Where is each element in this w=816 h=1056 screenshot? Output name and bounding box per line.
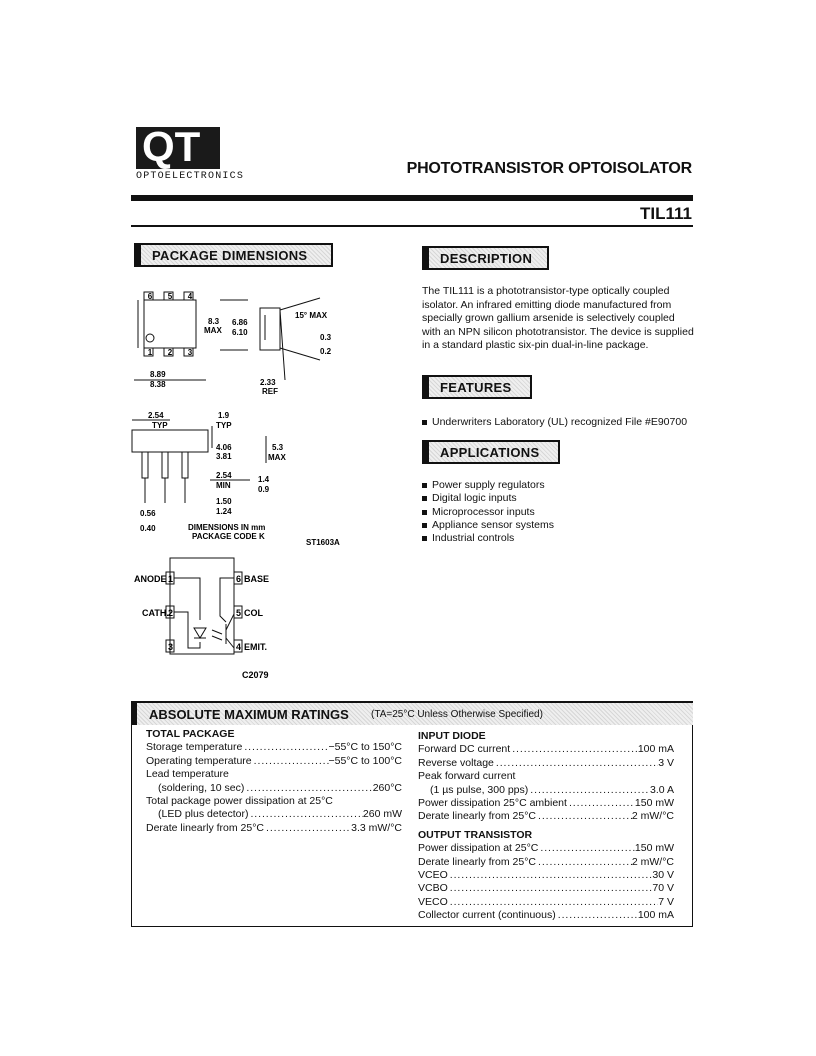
pin-anode-label: ANODE [134, 574, 167, 584]
list-item: Microprocessor inputs [422, 506, 554, 519]
dim-label: TYP [152, 421, 168, 430]
logo-letters: QT [142, 123, 201, 170]
input-output-column [418, 730, 674, 923]
table-row: Reverse voltage . . . 3 V [418, 757, 674, 770]
total-package-column [146, 728, 402, 835]
dim-label: 8.89 [150, 370, 166, 379]
table-row: Total package power dissipation at 25°C [146, 795, 333, 808]
header-rule [131, 195, 693, 201]
pin-number: 3 [168, 642, 174, 652]
table-row: (LED plus detector) . . . 260 mW [146, 808, 402, 821]
pin-cathode-label: CATH. [142, 608, 169, 618]
applications-list [422, 479, 554, 545]
pin-label: 4 [187, 292, 193, 301]
dim-label: 1.9 [218, 411, 230, 420]
table-row: Collector current (continuous) . . . 100 mA [418, 909, 674, 922]
pin-number: 5 [236, 608, 242, 618]
description-heading: DESCRIPTION [422, 246, 549, 270]
header-rule-thin [131, 225, 693, 227]
drawing-code: ST1603A [306, 538, 340, 547]
dim-label: REF [262, 387, 278, 396]
package-top-view-drawing [130, 280, 350, 400]
dim-label: 2.33 [260, 378, 276, 387]
dim-label: 0.40 [140, 524, 156, 533]
table-row: VCEO . . . 30 V [418, 869, 674, 882]
dim-label: 3.81 [216, 452, 232, 461]
table-row: Derate linearly from 25°C . . . 3.3 mW/°C [146, 822, 402, 835]
ratings-title: ABSOLUTE MAXIMUM RATINGS [149, 707, 349, 722]
pin-label: 3 [187, 348, 193, 357]
dim-label: 1.24 [216, 507, 232, 516]
dim-label: 2.54 [216, 471, 232, 480]
drawing-note: DIMENSIONS IN mm [188, 523, 266, 532]
dim-label: 0.9 [258, 485, 270, 494]
table-row: Derate linearly from 25°C . . . 2 mW/°C [418, 856, 674, 869]
table-row: (1 µs pulse, 300 pps) . . . 3.0 A [418, 784, 674, 797]
pin-label: 6 [147, 292, 153, 301]
company-logo [136, 123, 220, 170]
dim-label: 15° MAX [295, 311, 328, 320]
table-row: VCBO . . . 70 V [418, 882, 674, 895]
dim-label: 1.4 [258, 475, 270, 484]
table-row: Derate linearly from 25°C . . . 2 mW/°C [418, 810, 674, 823]
drawing-note: PACKAGE CODE K [192, 532, 265, 541]
dim-label: 2.54 [148, 411, 164, 420]
applications-heading: APPLICATIONS [422, 440, 560, 464]
dim-label: 0.3 [320, 333, 332, 342]
description-text: The TIL111 is a phototransistor-type optically coupled isolator. An infrared emitting diode manufactured from specially grown gallium arsenide is selectively coupled with an NPN silicon phototransistor. The device is supplied in a standard plastic six-pin dual-in-line package. [422, 285, 694, 351]
logo-subtitle: OPTOELECTRONICS [136, 171, 245, 182]
list-item: Digital logic inputs [422, 492, 554, 505]
table-row: Power dissipation 25°C ambient . . . 150 mW [418, 797, 674, 810]
dim-label: 0.2 [320, 347, 332, 356]
dim-label: TYP [216, 421, 232, 430]
dim-label: 5.3 [272, 443, 284, 452]
pin-label: 2 [167, 348, 173, 357]
list-item: Appliance sensor systems [422, 519, 554, 532]
table-row: Lead temperature [146, 768, 229, 781]
features-list [422, 416, 687, 429]
pin-base-label: BASE [244, 574, 270, 584]
pin-label: 1 [147, 348, 153, 357]
table-row: VECO . . . 7 V [418, 896, 674, 909]
dim-label: 6.86 [232, 318, 248, 327]
pin-emitter-label: EMIT. [244, 642, 268, 652]
table-row: Storage temperature . . . −55°C to 150°C [146, 741, 402, 754]
pin-collector-label: COL [244, 608, 263, 618]
ratings-condition: (TA=25°C Unless Otherwise Specified) [371, 709, 543, 720]
dim-label: 6.10 [232, 328, 248, 337]
table-row: Forward DC current . . . 100 mA [418, 743, 674, 756]
package-side-view-drawing [130, 408, 360, 548]
output-transistor-heading: OUTPUT TRANSISTOR [418, 828, 533, 841]
part-number: TIL111 [640, 204, 692, 223]
table-row: Power dissipation at 25°C . . . 150 mW [418, 842, 674, 855]
ratings-heading [131, 701, 693, 725]
list-item: Power supply regulators [422, 479, 554, 492]
input-diode-heading: INPUT DIODE [418, 730, 486, 742]
table-row: (soldering, 10 sec) . . . 260°C [146, 782, 402, 795]
pin-number: 2 [168, 608, 174, 618]
list-item: Underwriters Laboratory (UL) recognized File #E90700 [422, 416, 687, 429]
pinout-schematic [130, 552, 290, 682]
total-package-heading: TOTAL PACKAGE [146, 728, 235, 740]
dim-label: MAX [268, 453, 286, 462]
dim-label: 0.56 [140, 509, 156, 518]
dim-label: MAX [204, 326, 222, 335]
dim-label: 4.06 [216, 443, 232, 452]
dim-label: 1.50 [216, 497, 232, 506]
table-row: Peak forward current [418, 770, 516, 783]
table-row: Operating temperature . . . −55°C to 100°C [146, 755, 402, 768]
document-title: PHOTOTRANSISTOR OPTOISOLATOR [406, 160, 692, 177]
dim-label: 8.38 [150, 380, 166, 389]
list-item: Industrial controls [422, 532, 554, 545]
pin-label: 5 [167, 292, 173, 301]
pin-number: 4 [236, 642, 242, 652]
package-dimensions-heading: PACKAGE DIMENSIONS [134, 243, 333, 267]
dim-label: MIN [216, 481, 231, 490]
pin-number: 6 [236, 574, 242, 584]
features-heading: FEATURES [422, 375, 532, 399]
pin-number: 1 [168, 574, 174, 584]
dim-label: 8.3 [208, 317, 220, 326]
schematic-code: C2079 [242, 670, 269, 680]
